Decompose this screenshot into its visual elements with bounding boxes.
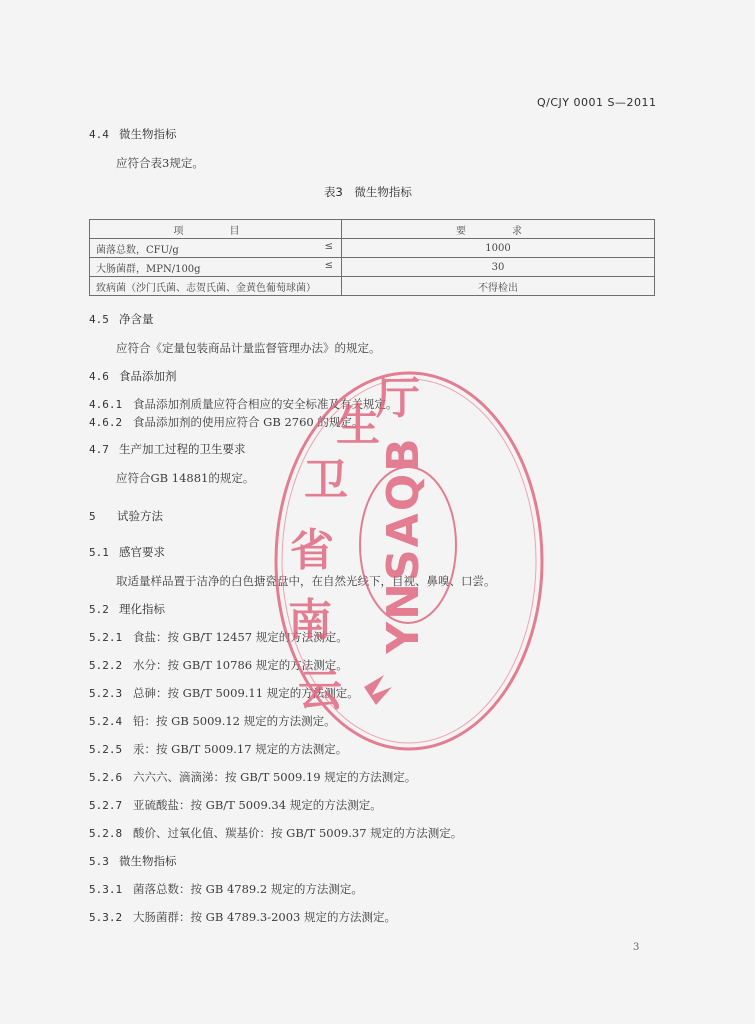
- table-cell-item: [90, 258, 342, 277]
- table-row: [90, 239, 655, 258]
- table-cell-requirement: 1000: [342, 239, 655, 258]
- chapter-5-heading: [89, 508, 163, 524]
- section-title: 理化指标: [119, 602, 165, 616]
- table-cell-requirement: 不得检出: [342, 277, 655, 296]
- operator-symbol: ≤: [324, 260, 333, 271]
- table-header-item: 项 目: [90, 220, 342, 239]
- clause-number: 5.2.8: [89, 827, 123, 840]
- section-number: 5.3: [89, 855, 109, 868]
- clause-5-3-1: [89, 881, 363, 897]
- item-label: 菌落总数，CFU/g: [96, 244, 179, 256]
- clause-text: 酸价、过氧化值、羰基价：按 GB/T 5009.37 规定的方法测定。: [133, 826, 463, 840]
- table-row: [90, 258, 655, 277]
- clause-number: 5.2.7: [89, 799, 123, 812]
- table-header-row: [90, 220, 655, 239]
- clause-number: 5.2.6: [89, 771, 123, 784]
- section-4-4-body: 应符合表3规定。: [116, 156, 204, 170]
- stamp-char: 厅: [376, 373, 420, 424]
- clause-number: 4.6.2: [89, 416, 123, 429]
- clause-5-2-6: [89, 769, 416, 785]
- section-4-7-heading: [89, 441, 246, 457]
- section-4-7-body: 应符合GB 14881的规定。: [116, 471, 255, 485]
- page-number: 3: [633, 942, 640, 953]
- section-number: 4.6: [89, 370, 109, 383]
- clause-5-2-7: [89, 797, 382, 813]
- section-4-4-heading: [89, 126, 177, 142]
- clause-number: 5.3.2: [89, 911, 123, 924]
- section-title: 微生物指标: [119, 854, 177, 868]
- section-title: 微生物指标: [119, 127, 177, 141]
- clause-number: 5.2.3: [89, 687, 123, 700]
- clause-text: 总砷：按 GB/T 5009.11 规定的方法测定。: [133, 686, 359, 700]
- item-label: 大肠菌群，MPN/100g: [96, 263, 201, 275]
- clause-text: 食品添加剂的使用应符合 GB 2760 的规定。: [133, 415, 364, 429]
- clause-text: 食品添加剂质量应符合相应的安全标准及有关规定。: [133, 397, 398, 411]
- stamp-star-icon: [364, 675, 392, 705]
- stamp-inner-text: YNSAQB: [378, 436, 429, 654]
- clause-text: 水分：按 GB/T 10786 规定的方法测定。: [133, 658, 348, 672]
- section-number: 4.4: [89, 128, 109, 141]
- section-5-1-body: 取适量样品置于洁净的白色搪瓷盘中，在自然光线下，目视、鼻嗅、口尝。: [116, 574, 496, 588]
- clause-number: 5.2.5: [89, 743, 123, 756]
- stamp-char: 生: [336, 400, 380, 451]
- table-cell-requirement: 30: [342, 258, 655, 277]
- stamp-char: 云: [298, 665, 342, 716]
- clause-5-2-8: [89, 825, 462, 841]
- table-cell-item: [90, 277, 342, 296]
- section-number: 5.1: [89, 546, 109, 559]
- section-number: 5: [89, 510, 96, 523]
- microbial-indicator-table: [89, 219, 655, 296]
- section-title: 生产加工过程的卫生要求: [119, 442, 246, 456]
- clause-5-3-2: [89, 909, 396, 925]
- table-header-requirement: 要 求: [342, 220, 655, 239]
- clause-text: 大肠菌群：按 GB 4789.3-2003 规定的方法测定。: [133, 910, 396, 924]
- section-title: 感官要求: [119, 545, 165, 559]
- section-number: 5.2: [89, 603, 109, 616]
- section-5-1-heading: [89, 544, 165, 560]
- clause-number: 5.3.1: [89, 883, 123, 896]
- item-label: 致病菌（沙门氏菌、志贺氏菌、金黄色葡萄球菌）: [96, 282, 316, 294]
- clause-text: 亚硫酸盐：按 GB/T 5009.34 规定的方法测定。: [133, 798, 382, 812]
- stamp-char: 卫: [304, 455, 348, 506]
- clause-text: 六六六、滴滴涕：按 GB/T 5009.19 规定的方法测定。: [133, 770, 417, 784]
- table-row: [90, 277, 655, 296]
- section-number: 4.5: [89, 313, 109, 326]
- document-code: Q/CJY 0001 S—2011: [537, 96, 657, 109]
- clause-text: 汞：按 GB/T 5009.17 规定的方法测定。: [133, 742, 348, 756]
- official-seal-stamp: [268, 365, 553, 760]
- clause-number: 4.6.1: [89, 398, 123, 411]
- clause-number: 5.2.2: [89, 659, 123, 672]
- section-4-5-body: 应符合《定量包装商品计量监督管理办法》的规定。: [116, 341, 381, 355]
- section-5-3-heading: [89, 853, 177, 869]
- clause-text: 铅：按 GB 5009.12 规定的方法测定。: [133, 714, 336, 728]
- clause-number: 5.2.1: [89, 631, 123, 644]
- section-4-5-heading: [89, 311, 154, 327]
- clause-number: 5.2.4: [89, 715, 123, 728]
- section-title: 试验方法: [117, 509, 163, 523]
- stamp-char: 南: [288, 595, 332, 646]
- section-4-6-heading: [89, 368, 177, 384]
- table-3-caption: 表3 微生物指标: [324, 185, 412, 199]
- operator-symbol: ≤: [324, 241, 333, 252]
- section-title: 食品添加剂: [119, 369, 177, 383]
- section-number: 4.7: [89, 443, 109, 456]
- stamp-char: 省: [290, 525, 334, 576]
- section-5-2-heading: [89, 601, 165, 617]
- clause-text: 菌落总数：按 GB 4789.2 规定的方法测定。: [133, 882, 363, 896]
- clause-text: 食盐：按 GB/T 12457 规定的方法测定。: [133, 630, 348, 644]
- section-title: 净含量: [119, 312, 154, 326]
- table-cell-item: [90, 239, 342, 258]
